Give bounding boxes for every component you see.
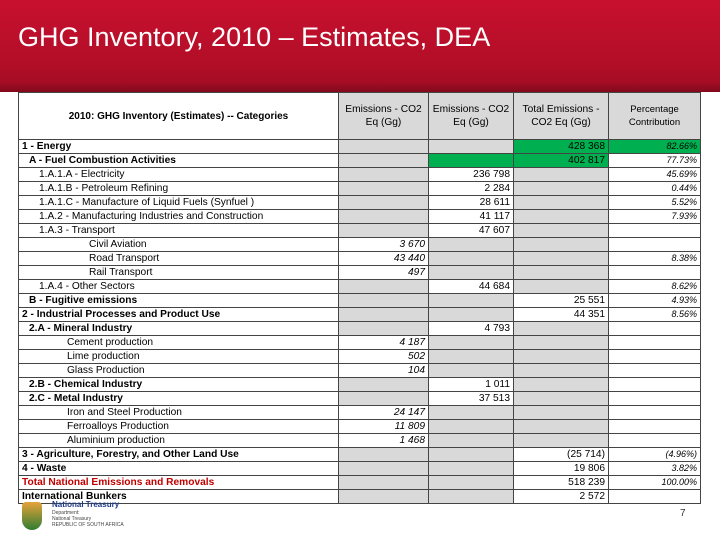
table-row — [19, 140, 701, 154]
total-cell — [514, 168, 609, 182]
emission-cell: 4 187 — [339, 336, 429, 350]
footer-org-line3: REPUBLIC OF SOUTH AFRICA — [52, 522, 124, 528]
ghg-inventory-table — [18, 92, 701, 504]
emission-cell: 2 284 — [429, 182, 514, 196]
emission-cell: 44 684 — [429, 280, 514, 294]
emission-cell — [429, 420, 514, 434]
emission-cell — [339, 154, 429, 168]
table-row — [19, 364, 701, 378]
total-cell: 44 351 — [514, 308, 609, 322]
percentage-cell: 7.93% — [609, 210, 701, 224]
percentage-cell — [609, 224, 701, 238]
category-label: 2.B - Chemical Industry — [19, 378, 339, 392]
title-banner — [0, 0, 720, 92]
total-cell — [514, 392, 609, 406]
emission-cell — [339, 392, 429, 406]
total-cell — [514, 224, 609, 238]
emission-cell: 47 607 — [429, 224, 514, 238]
emission-cell — [429, 238, 514, 252]
category-label: International Bunkers — [19, 490, 339, 504]
category-label: Aluminium production — [19, 434, 339, 448]
header-total-emissions: Total Emissions - CO2 Eq (Gg) — [514, 93, 609, 140]
table-row — [19, 294, 701, 308]
percentage-cell: (4.96%) — [609, 448, 701, 462]
percentage-cell — [609, 490, 701, 504]
emission-cell: 4 793 — [429, 322, 514, 336]
emission-cell — [429, 490, 514, 504]
emission-cell — [429, 406, 514, 420]
emission-cell — [339, 280, 429, 294]
percentage-cell — [609, 266, 701, 280]
emission-cell — [429, 308, 514, 322]
percentage-cell: 8.62% — [609, 280, 701, 294]
emission-cell — [429, 350, 514, 364]
percentage-cell — [609, 378, 701, 392]
table-row — [19, 406, 701, 420]
emission-cell — [339, 462, 429, 476]
total-cell — [514, 210, 609, 224]
table-row — [19, 238, 701, 252]
emission-cell — [429, 462, 514, 476]
category-label: Civil Aviation — [19, 238, 339, 252]
emission-cell — [429, 476, 514, 490]
percentage-cell: 0.44% — [609, 182, 701, 196]
table-row — [19, 154, 701, 168]
header-categories: 2010: GHG Inventory (Estimates) -- Categories — [19, 93, 339, 140]
total-cell: 19 806 — [514, 462, 609, 476]
emission-cell — [429, 336, 514, 350]
table-row — [19, 420, 701, 434]
emission-cell: 104 — [339, 364, 429, 378]
category-label: Rail Transport — [19, 266, 339, 280]
total-cell — [514, 280, 609, 294]
category-label: B - Fugitive emissions — [19, 294, 339, 308]
emission-cell: 37 513 — [429, 392, 514, 406]
table-row — [19, 434, 701, 448]
percentage-cell — [609, 336, 701, 350]
percentage-cell: 100.00% — [609, 476, 701, 490]
category-label: 2 - Industrial Processes and Product Use — [19, 308, 339, 322]
table-row — [19, 252, 701, 266]
percentage-cell — [609, 322, 701, 336]
category-label: 1.A.1.A - Electricity — [19, 168, 339, 182]
category-label: Glass Production — [19, 364, 339, 378]
emission-cell — [339, 196, 429, 210]
category-label: 1 - Energy — [19, 140, 339, 154]
slide-title: GHG Inventory, 2010 – Estimates, DEA — [18, 22, 491, 52]
total-cell — [514, 420, 609, 434]
emission-cell: 1 468 — [339, 434, 429, 448]
emission-cell — [429, 434, 514, 448]
category-label: Total National Emissions and Removals — [19, 476, 339, 490]
total-cell — [514, 322, 609, 336]
emission-cell: 3 670 — [339, 238, 429, 252]
footer-logo — [18, 500, 198, 536]
percentage-cell — [609, 392, 701, 406]
emission-cell: 497 — [339, 266, 429, 280]
emission-cell — [339, 322, 429, 336]
category-label: 1.A.1.B - Petroleum Refining — [19, 182, 339, 196]
table-row — [19, 224, 701, 238]
page-number: 7 — [680, 508, 686, 519]
percentage-cell — [609, 434, 701, 448]
header-emissions-1: Emissions - CO2 Eq (Gg) — [339, 93, 429, 140]
percentage-cell: 4.93% — [609, 294, 701, 308]
total-cell — [514, 406, 609, 420]
table-row — [19, 336, 701, 350]
total-cell: 25 551 — [514, 294, 609, 308]
category-label: 1.A.4 - Other Sectors — [19, 280, 339, 294]
emission-cell — [339, 448, 429, 462]
category-label: Ferroalloys Production — [19, 420, 339, 434]
total-cell: (25 714) — [514, 448, 609, 462]
category-label: 1.A.2 - Manufacturing Industries and Construction — [19, 210, 339, 224]
emission-cell: 1 011 — [429, 378, 514, 392]
table-row — [19, 392, 701, 406]
total-cell — [514, 336, 609, 350]
emission-cell: 236 798 — [429, 168, 514, 182]
coat-of-arms-icon — [22, 502, 42, 530]
emission-cell: 43 440 — [339, 252, 429, 266]
percentage-cell: 82.66% — [609, 140, 701, 154]
emission-cell: 24 147 — [339, 406, 429, 420]
category-label: 2.C - Metal Industry — [19, 392, 339, 406]
table-row — [19, 308, 701, 322]
percentage-cell: 3.82% — [609, 462, 701, 476]
total-cell: 428 368 — [514, 140, 609, 154]
emission-cell — [339, 378, 429, 392]
total-cell — [514, 182, 609, 196]
emission-cell: 502 — [339, 350, 429, 364]
emission-cell — [339, 168, 429, 182]
category-label: 3 - Agriculture, Forestry, and Other Land Use — [19, 448, 339, 462]
emission-cell — [339, 308, 429, 322]
emission-cell — [429, 448, 514, 462]
table-row — [19, 448, 701, 462]
total-cell — [514, 350, 609, 364]
total-cell — [514, 266, 609, 280]
table-row — [19, 322, 701, 336]
emission-cell — [339, 294, 429, 308]
percentage-cell — [609, 364, 701, 378]
table-row — [19, 476, 701, 490]
emission-cell — [429, 252, 514, 266]
total-cell: 2 572 — [514, 490, 609, 504]
category-label: 1.A.1.C - Manufacture of Liquid Fuels (Synfuel ) — [19, 196, 339, 210]
table-row — [19, 280, 701, 294]
category-label: 1.A.3 - Transport — [19, 224, 339, 238]
table-row — [19, 168, 701, 182]
total-cell: 402 817 — [514, 154, 609, 168]
total-cell — [514, 252, 609, 266]
table-row — [19, 182, 701, 196]
percentage-cell: 8.38% — [609, 252, 701, 266]
percentage-cell: 77.73% — [609, 154, 701, 168]
footer-org-line2: National Treasury — [52, 516, 92, 522]
header-percentage: Percentage Contribution — [609, 93, 701, 140]
percentage-cell — [609, 238, 701, 252]
emission-cell — [429, 294, 514, 308]
category-label: Cement production — [19, 336, 339, 350]
emission-cell: 11 809 — [339, 420, 429, 434]
emission-cell — [429, 266, 514, 280]
emission-cell — [429, 154, 514, 168]
percentage-cell — [609, 420, 701, 434]
table-row — [19, 462, 701, 476]
category-label: Iron and Steel Production — [19, 406, 339, 420]
emission-cell — [339, 490, 429, 504]
table-row — [19, 196, 701, 210]
footer-org-detail — [52, 510, 124, 528]
emission-cell — [339, 182, 429, 196]
emission-cell — [339, 476, 429, 490]
total-cell — [514, 196, 609, 210]
percentage-cell — [609, 350, 701, 364]
table-row — [19, 350, 701, 364]
table-row — [19, 266, 701, 280]
total-cell — [514, 238, 609, 252]
table-row — [19, 378, 701, 392]
table-header-row — [19, 93, 701, 140]
emission-cell: 41 117 — [429, 210, 514, 224]
category-label: A - Fuel Combustion Activities — [19, 154, 339, 168]
emission-cell — [429, 140, 514, 154]
emission-cell — [339, 210, 429, 224]
total-cell — [514, 434, 609, 448]
total-cell — [514, 378, 609, 392]
table-row — [19, 210, 701, 224]
banner-shadow — [0, 82, 720, 92]
category-label: Lime production — [19, 350, 339, 364]
footer-org-name: National Treasury — [52, 500, 120, 509]
total-cell: 518 239 — [514, 476, 609, 490]
category-label: 4 - Waste — [19, 462, 339, 476]
header-emissions-2: Emissions - CO2 Eq (Gg) — [429, 93, 514, 140]
percentage-cell: 5.52% — [609, 196, 701, 210]
emission-cell — [429, 364, 514, 378]
percentage-cell: 45.69% — [609, 168, 701, 182]
footer-org-line1: Department: — [52, 510, 80, 516]
emission-cell — [339, 224, 429, 238]
percentage-cell: 8.56% — [609, 308, 701, 322]
total-cell — [514, 364, 609, 378]
percentage-cell — [609, 406, 701, 420]
emission-cell — [339, 140, 429, 154]
category-label: Road Transport — [19, 252, 339, 266]
emission-cell: 28 611 — [429, 196, 514, 210]
category-label: 2.A - Mineral Industry — [19, 322, 339, 336]
